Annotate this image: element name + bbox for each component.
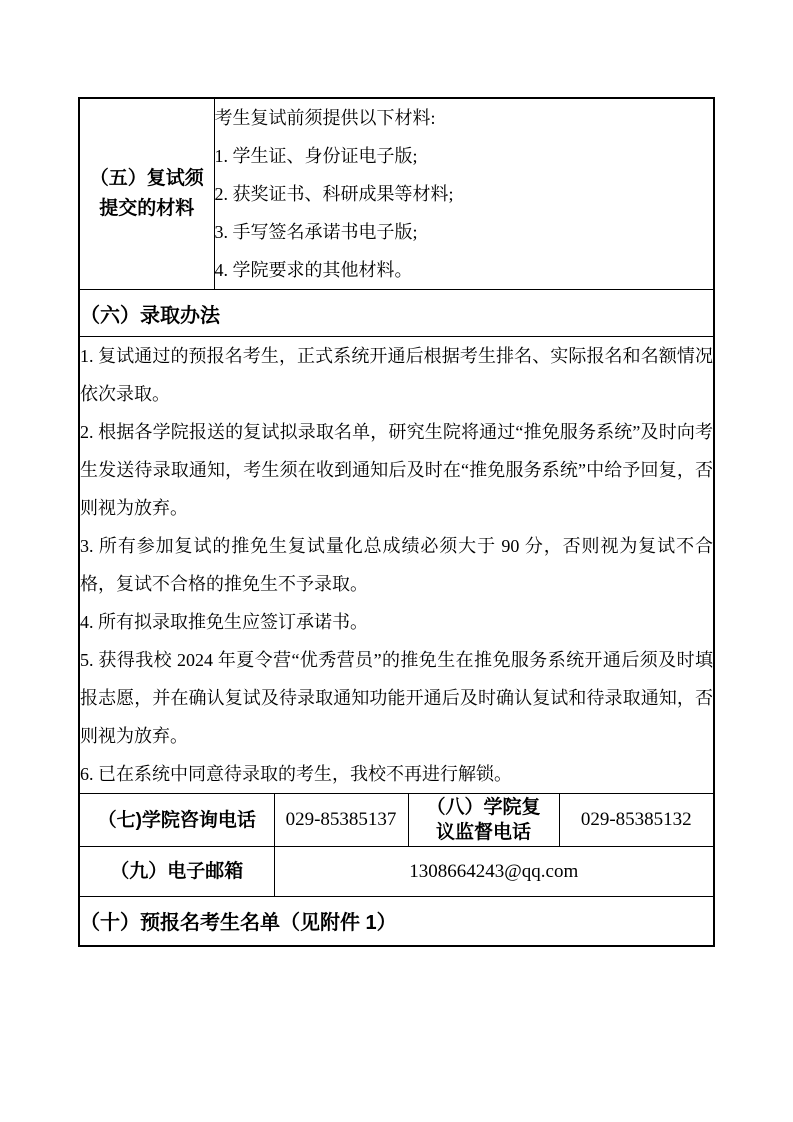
row-materials: [79, 98, 714, 290]
admission-paragraph-5: 5. 获得我校 2024 年夏令营“优秀营员”的推免生在推免服务系统开通后须及时填报志愿，并在确认复试及待录取通知功能开通后及时确认复试和待录取通知，否则视为放弃。: [80, 650, 713, 746]
supervision-phone-value: 029-85385132: [580, 809, 692, 830]
admission-paragraph-1: 1. 复试通过的预报名考生，正式系统开通后根据考生排名、实际报名和名额情况依次录取。: [80, 346, 713, 404]
materials-label-line1: （五）复试须: [89, 168, 204, 189]
consult-phone-label-cell: [79, 794, 274, 847]
row-phones: [79, 794, 714, 847]
supervision-phone-label-cell: [408, 794, 559, 847]
candidate-list-label: （十）预报名考生名单（见附件 1）: [80, 912, 397, 935]
admission-paragraph-3: 3. 所有参加复试的推免生复试量化总成绩必须大于 90 分，否则视为复试不合格，复试不合格的推免生不予录取。: [80, 536, 713, 594]
materials-item-3: 3. 手写签名承诺书电子版;: [214, 222, 418, 242]
admission-paragraph-2: 2. 根据各学院报送的复试拟录取名单，研究生院将通过“推免服务系统”及时向考生发送待录取通知，考生须在收到通知后及时在“推免服务系统”中给予回复，否则视为放弃。: [80, 422, 713, 518]
materials-label-cell: [79, 98, 214, 290]
email-label-cell: [79, 847, 274, 897]
admission-paragraph-4: 4. 所有拟录取推免生应签订承诺书。: [80, 612, 368, 632]
materials-item-1: 1. 学生证、身份证电子版;: [214, 146, 418, 166]
row-admission-content: [79, 337, 714, 794]
consult-phone-value-cell: [274, 794, 408, 847]
email-value: 1308664243@qq.com: [409, 860, 579, 882]
materials-label-line2: 提交的材料: [99, 198, 195, 219]
notice-table: [78, 97, 715, 947]
candidate-list-cell: [79, 897, 714, 946]
materials-item-4: 4. 学院要求的其他材料。: [214, 260, 413, 280]
materials-content-cell: [214, 98, 714, 290]
row-candidate-list: [79, 897, 714, 946]
materials-intro: 考生复试前须提供以下材料:: [214, 108, 436, 128]
supervision-phone-label-line2: 议监督电话: [435, 822, 531, 843]
admission-header-cell: [79, 290, 714, 337]
row-email: [79, 847, 714, 897]
email-label: （九）电子邮箱: [110, 861, 244, 882]
supervision-phone-value-cell: [559, 794, 714, 847]
admission-content-cell: [79, 337, 714, 794]
supervision-phone-label-line1: （八）学院复: [426, 797, 541, 818]
admission-paragraph-6: 6. 已在系统中同意待录取的考生，我校不再进行解锁。: [80, 764, 512, 784]
email-value-cell: [274, 847, 714, 897]
materials-item-2: 2. 获奖证书、科研成果等材料;: [214, 184, 454, 204]
consult-phone-value: 029-85385137: [285, 809, 397, 830]
admission-header-title: （六）录取办法: [80, 304, 220, 327]
consult-phone-label: （七)学院咨询电话: [97, 809, 256, 831]
row-admission-header: [79, 290, 714, 337]
